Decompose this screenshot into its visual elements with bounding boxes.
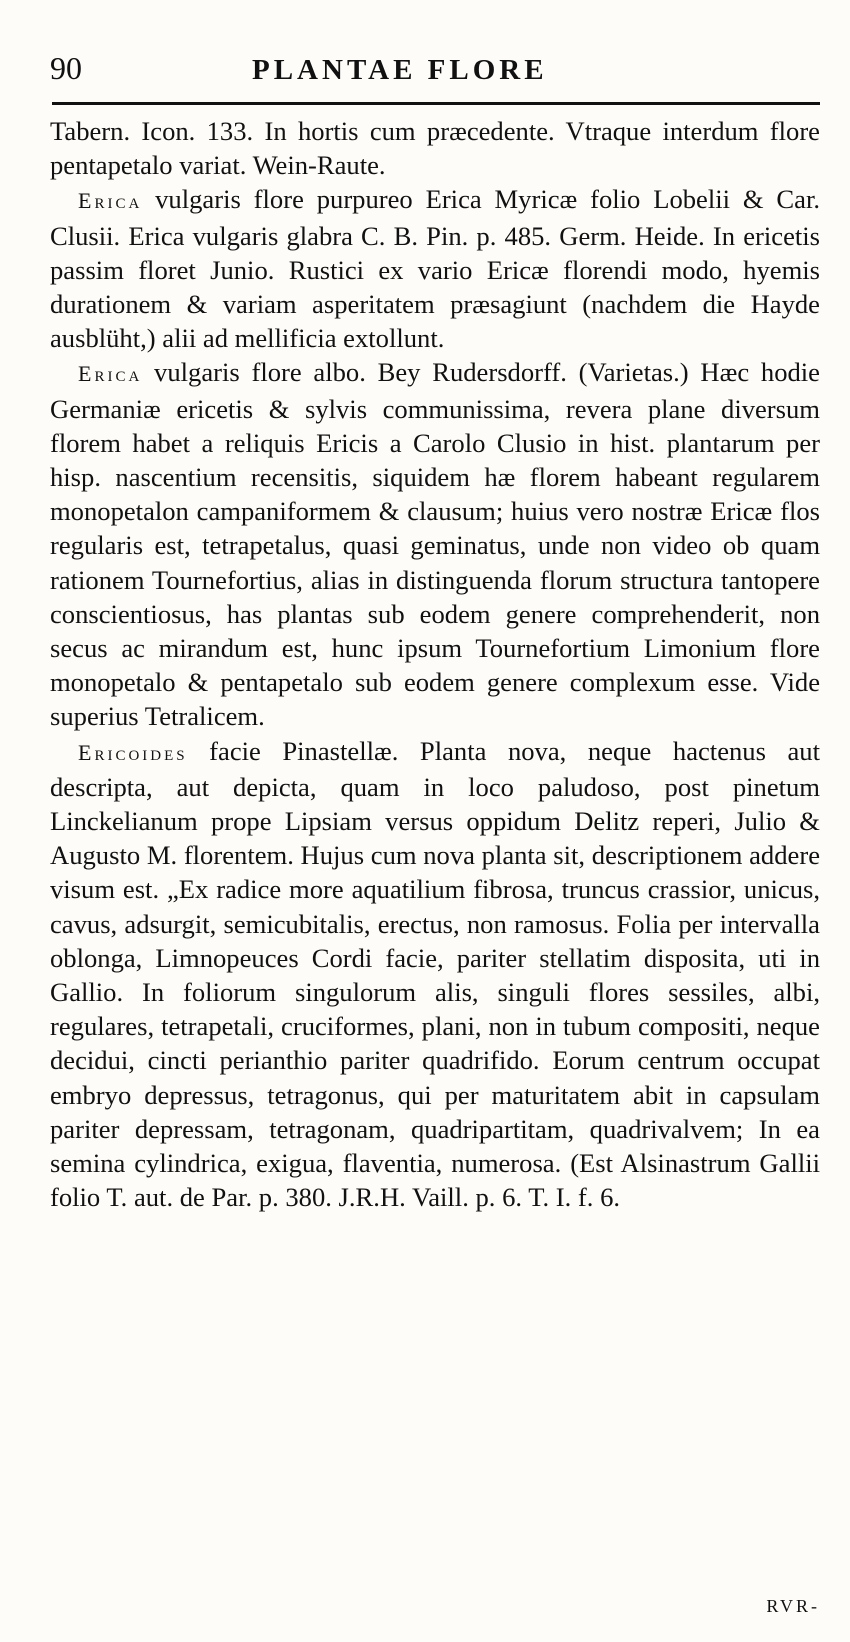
paragraph-erica-purpurea	[50, 182, 820, 355]
entry-lead: Ericoides	[78, 739, 188, 765]
entry-lead: Erica	[78, 361, 143, 387]
paragraph-continuation	[50, 114, 820, 182]
page-header	[50, 44, 820, 94]
running-head: PLANTAE FLORE	[252, 54, 548, 86]
header-rule	[52, 102, 820, 105]
page-number: 90	[50, 50, 82, 86]
entry-lead: Erica	[78, 188, 143, 214]
paragraph-text: facie Pinastellæ. Planta nova, neque hactenus aut descripta, aut depicta, quam in loco paludoso, post pinetum Linckelianum prope Lipsiam versus oppidum Delitz reperi, Julio & Augusto M. florentem. Hujus cum nova planta sit, descriptionem addere visum est. „Ex radice more aquatilium fibrosa, truncus crassior, unicus, cavus, adsurgit, semicubitalis, erectus, non ramosus. Folia per intervalla oblonga, Limnopeuces Cordi facie, pariter stellatim disposita, uti in Gallio. In foliorum singulorum alis, singuli flores sessiles, albi, regulares, tetrapetali, cruciformes, plani, non in tubum compositi, neque decidui, cincti perianthio pariter quadrifido. Eorum centrum occupat embryo depressus, tetragonus, qui per maturitatem abit in capsulam pariter depressam, tetragonam, quadripartitam, quadrivalvem; In ea semina cylindrica, exigua, flaventia, numerosa. (Est Alsinastrum Gallii folio T. aut. de Par. p. 380. J.R.H. Vaill. p. 6. T. I. f. 6.	[50, 735, 820, 1213]
paragraph-erica-alba	[50, 355, 820, 733]
paragraph-text: vulgaris flore albo. Bey Rudersdorff. (Varietas.) Hæc hodie Germaniæ ericetis & sylvis communissima, revera plane diversum florem habet a reliquis Ericis a Carolo Clusio in hist. plantarum per hisp. nascentium recensitis, siquidem hæ florem habeant regularem monopetalon campaniformem & clausum; huius vero nostræ Ericæ flos regularis est, tetrapetalus, quasi geminatus, unde non video ob quam rationem Tournefortius, alias in distinguenda florum structura tantopere conscientiosus, has plantas sub eodem genere comprehenderit, non secus ac mirandum est, hunc ipsum Tournefortium Limonium flore monopetalo & pentapetalo sub eodem genere complexum esse. Vide superius Tetralicem.	[50, 357, 820, 732]
paragraph-text: Tabern. Icon. 133. In hortis cum præcedente. Vtraque interdum flore pentapetalo variat. Wein-Raute.	[50, 116, 820, 181]
page-body	[50, 114, 820, 1574]
paragraph-text: vulgaris flore purpureo Erica Myricæ folio Lobelii & Car. Clusii. Erica vulgaris glabra C. B. Pin. p. 485. Germ. Heide. In ericetis passim floret Junio. Rustici ex vario Ericæ florendi modo, hyemis durationem & variam asperitatem præsagiunt (nachdem die Hayde ausblüht,) alii ad mellificia extollunt.	[50, 184, 820, 354]
catchword: RVR-	[766, 1596, 820, 1616]
paragraph-ericoides	[50, 734, 820, 1215]
